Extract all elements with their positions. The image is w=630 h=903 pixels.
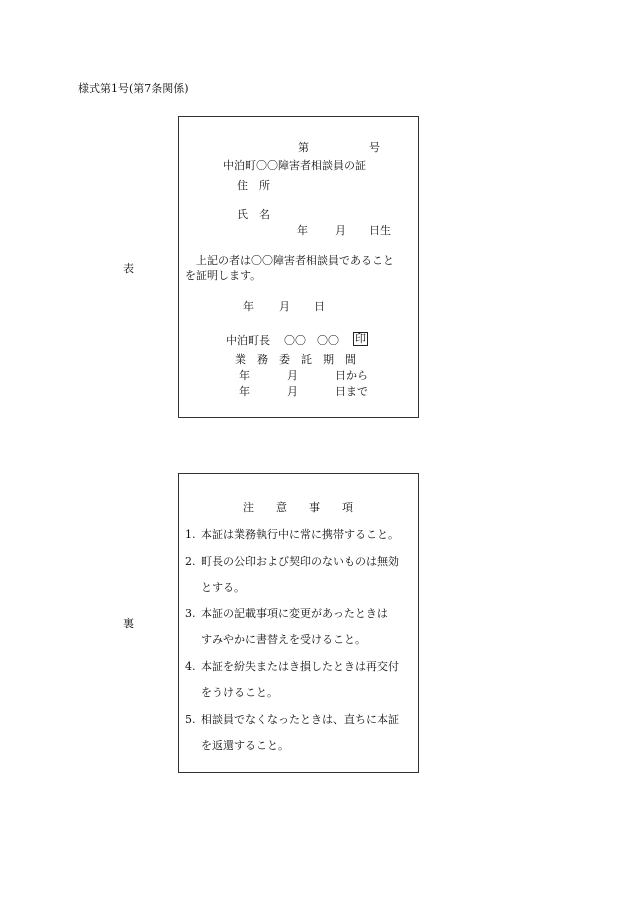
- issue-month-label: 月: [279, 300, 290, 313]
- note-number: 4.: [185, 660, 196, 673]
- note-number: 1.: [185, 528, 196, 541]
- period-to-suffix: 日まで: [335, 385, 368, 398]
- number-go: 号: [369, 141, 380, 154]
- period-from-suffix: 日から: [335, 369, 368, 382]
- certificate-back-card: [178, 473, 419, 773]
- back-side-label: 裏: [123, 617, 134, 630]
- mayor-title: 中泊町長: [226, 334, 270, 347]
- period-to-month: 月: [287, 385, 298, 398]
- note-line: 本証の記載事項に変更があったときは: [201, 607, 388, 620]
- note-number: 2.: [185, 555, 196, 568]
- note-line: を返還すること。: [201, 739, 289, 752]
- official-seal-mark: 印: [355, 332, 366, 345]
- statement-line-1: 上記の者は〇〇障害者相談員であること: [196, 254, 394, 267]
- note-line: 町長の公印および契印のないものは無効: [201, 555, 399, 568]
- note-line: 本証は業務執行中に常に携帯すること。: [201, 528, 399, 541]
- certificate-title: 中泊町〇〇障害者相談員の証: [223, 159, 366, 172]
- issue-day-label: 日: [314, 300, 325, 313]
- front-side-label: 表: [123, 262, 134, 275]
- commission-period-label: 業 務 委 託 期 間: [235, 353, 356, 366]
- notes-title: 注 意 事 項: [243, 501, 353, 514]
- statement-line-2: を証明します。: [185, 269, 262, 282]
- form-header: 様式第1号(第7条関係): [78, 82, 189, 95]
- birth-year-label: 年: [297, 224, 308, 237]
- note-number: 3.: [185, 607, 196, 620]
- period-from-year: 年: [239, 369, 250, 382]
- note-line: をうけること。: [201, 686, 278, 699]
- note-line: 本証を紛失またはき損したときは再交付: [201, 660, 399, 673]
- note-line: すみやかに書替えを受けること。: [201, 633, 366, 646]
- note-number: 5.: [185, 713, 196, 726]
- certificate-front-card: [178, 116, 419, 418]
- period-from-month: 月: [287, 369, 298, 382]
- issue-year-label: 年: [243, 300, 254, 313]
- mayor-name: 〇〇 〇〇: [284, 334, 339, 347]
- birth-day-label: 日生: [369, 224, 391, 237]
- name-label: 氏 名: [237, 208, 270, 221]
- birth-month-label: 月: [335, 224, 346, 237]
- note-line: 相談員でなくなったときは、直ちに本証: [201, 713, 399, 726]
- address-label: 住 所: [237, 179, 270, 192]
- number-dai: 第: [298, 141, 309, 154]
- period-to-year: 年: [239, 385, 250, 398]
- note-line: とする。: [201, 581, 245, 594]
